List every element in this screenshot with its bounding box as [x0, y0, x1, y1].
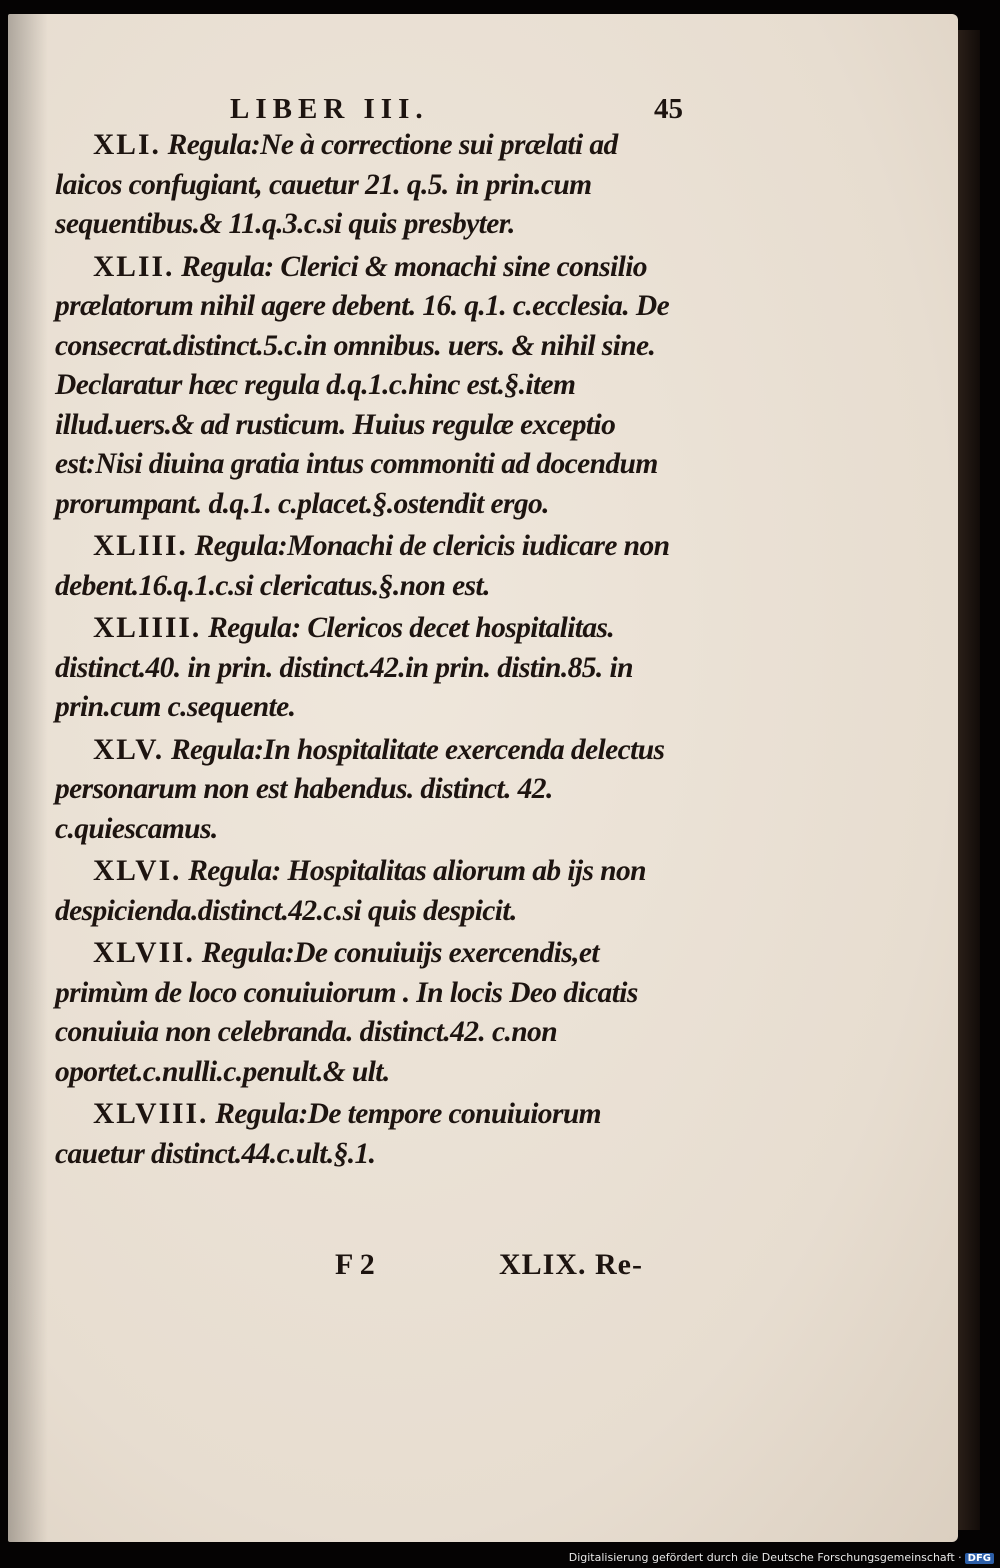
rule-text: Regula:De conuiuijs exercendis,et primùm de loco conuiuiorum . In locis Deo dicatis conuiuia non celebranda. distinct.42. c.non oportet.c.nulli.c.penult.& ult. — [55, 937, 638, 1088]
rule-number: XLVIII. — [93, 1098, 209, 1130]
credit-text: Digitalisierung gefördert durch die Deutsche Forschungsgemeinschaft · — [568, 1551, 962, 1564]
rule-paragraph — [55, 852, 685, 931]
signature-mark: F 2 — [335, 1248, 375, 1281]
binding-shadow — [8, 14, 48, 1542]
catchword: XLIX. Re- — [499, 1248, 643, 1281]
page-number: 45 — [654, 93, 683, 125]
rule-text: Regula:In hospitalitate exercenda delectus personarum non est habendus. distinct. 42. c.quiescamus. — [55, 733, 665, 845]
running-head — [55, 80, 685, 126]
rule-number: XLII. — [93, 250, 175, 283]
rule-paragraph — [55, 609, 685, 728]
rule-number: XLIII. — [93, 530, 188, 562]
rule-text: Regula:De tempore conuiuiorum cauetur distinct.44.c.ult.§.1. — [55, 1098, 601, 1170]
rule-paragraph — [55, 527, 685, 606]
rule-paragraph — [55, 126, 685, 245]
rule-text: Regula:Monachi de clericis iudicare non debent.16.q.1.c.si clericatus.§.non est. — [55, 530, 670, 602]
rule-paragraph — [55, 248, 685, 525]
dfg-logo-icon: DFG — [965, 1553, 994, 1564]
rule-number: XLVI. — [93, 855, 182, 887]
rule-number: XLV. — [93, 733, 165, 766]
rule-number: XLI. — [93, 129, 161, 161]
rule-number: XLIIII. — [93, 612, 202, 644]
rule-paragraph — [55, 731, 685, 850]
running-head-title: LIBER III. — [230, 93, 429, 125]
page-edge — [958, 30, 980, 1530]
rule-paragraph — [55, 1095, 685, 1174]
page-text — [55, 80, 685, 1177]
page-footer — [335, 1248, 695, 1298]
rule-text: Regula: Clerici & monachi sine consilio prælatorum nihil agere debent. 16. q.1. c.ecclesia. De consecrat.distinct.5.c.in omnibus. uers. & nihil sine. Declaratur hæc regula d.q.1.c.hinc est.§.item illud.uers.& ad rusticum. Huius regulæ exceptio est:Nisi diuina gratia intus commoniti ad docendum prorumpant. d.q.1. c.placet.§.ostendit ergo. — [55, 250, 670, 520]
digitization-credit — [569, 1551, 994, 1564]
rule-text: Regula:Ne à correctione sui prælati ad laicos confugiant, cauetur 21. q.5. in prin.cum sequentibus.& 11.q.3.c.si quis presbyter. — [55, 129, 618, 240]
rule-text: Regula: Hospitalitas aliorum ab ijs non despicienda.distinct.42.c.si quis despicit. — [55, 855, 646, 927]
rule-text: Regula: Clericos decet hospitalitas. distinct.40. in prin. distinct.42.in prin. distin.85. in prin.cum c.sequente. — [55, 612, 633, 723]
rule-paragraph — [55, 934, 685, 1092]
rule-number: XLVII. — [93, 937, 195, 969]
